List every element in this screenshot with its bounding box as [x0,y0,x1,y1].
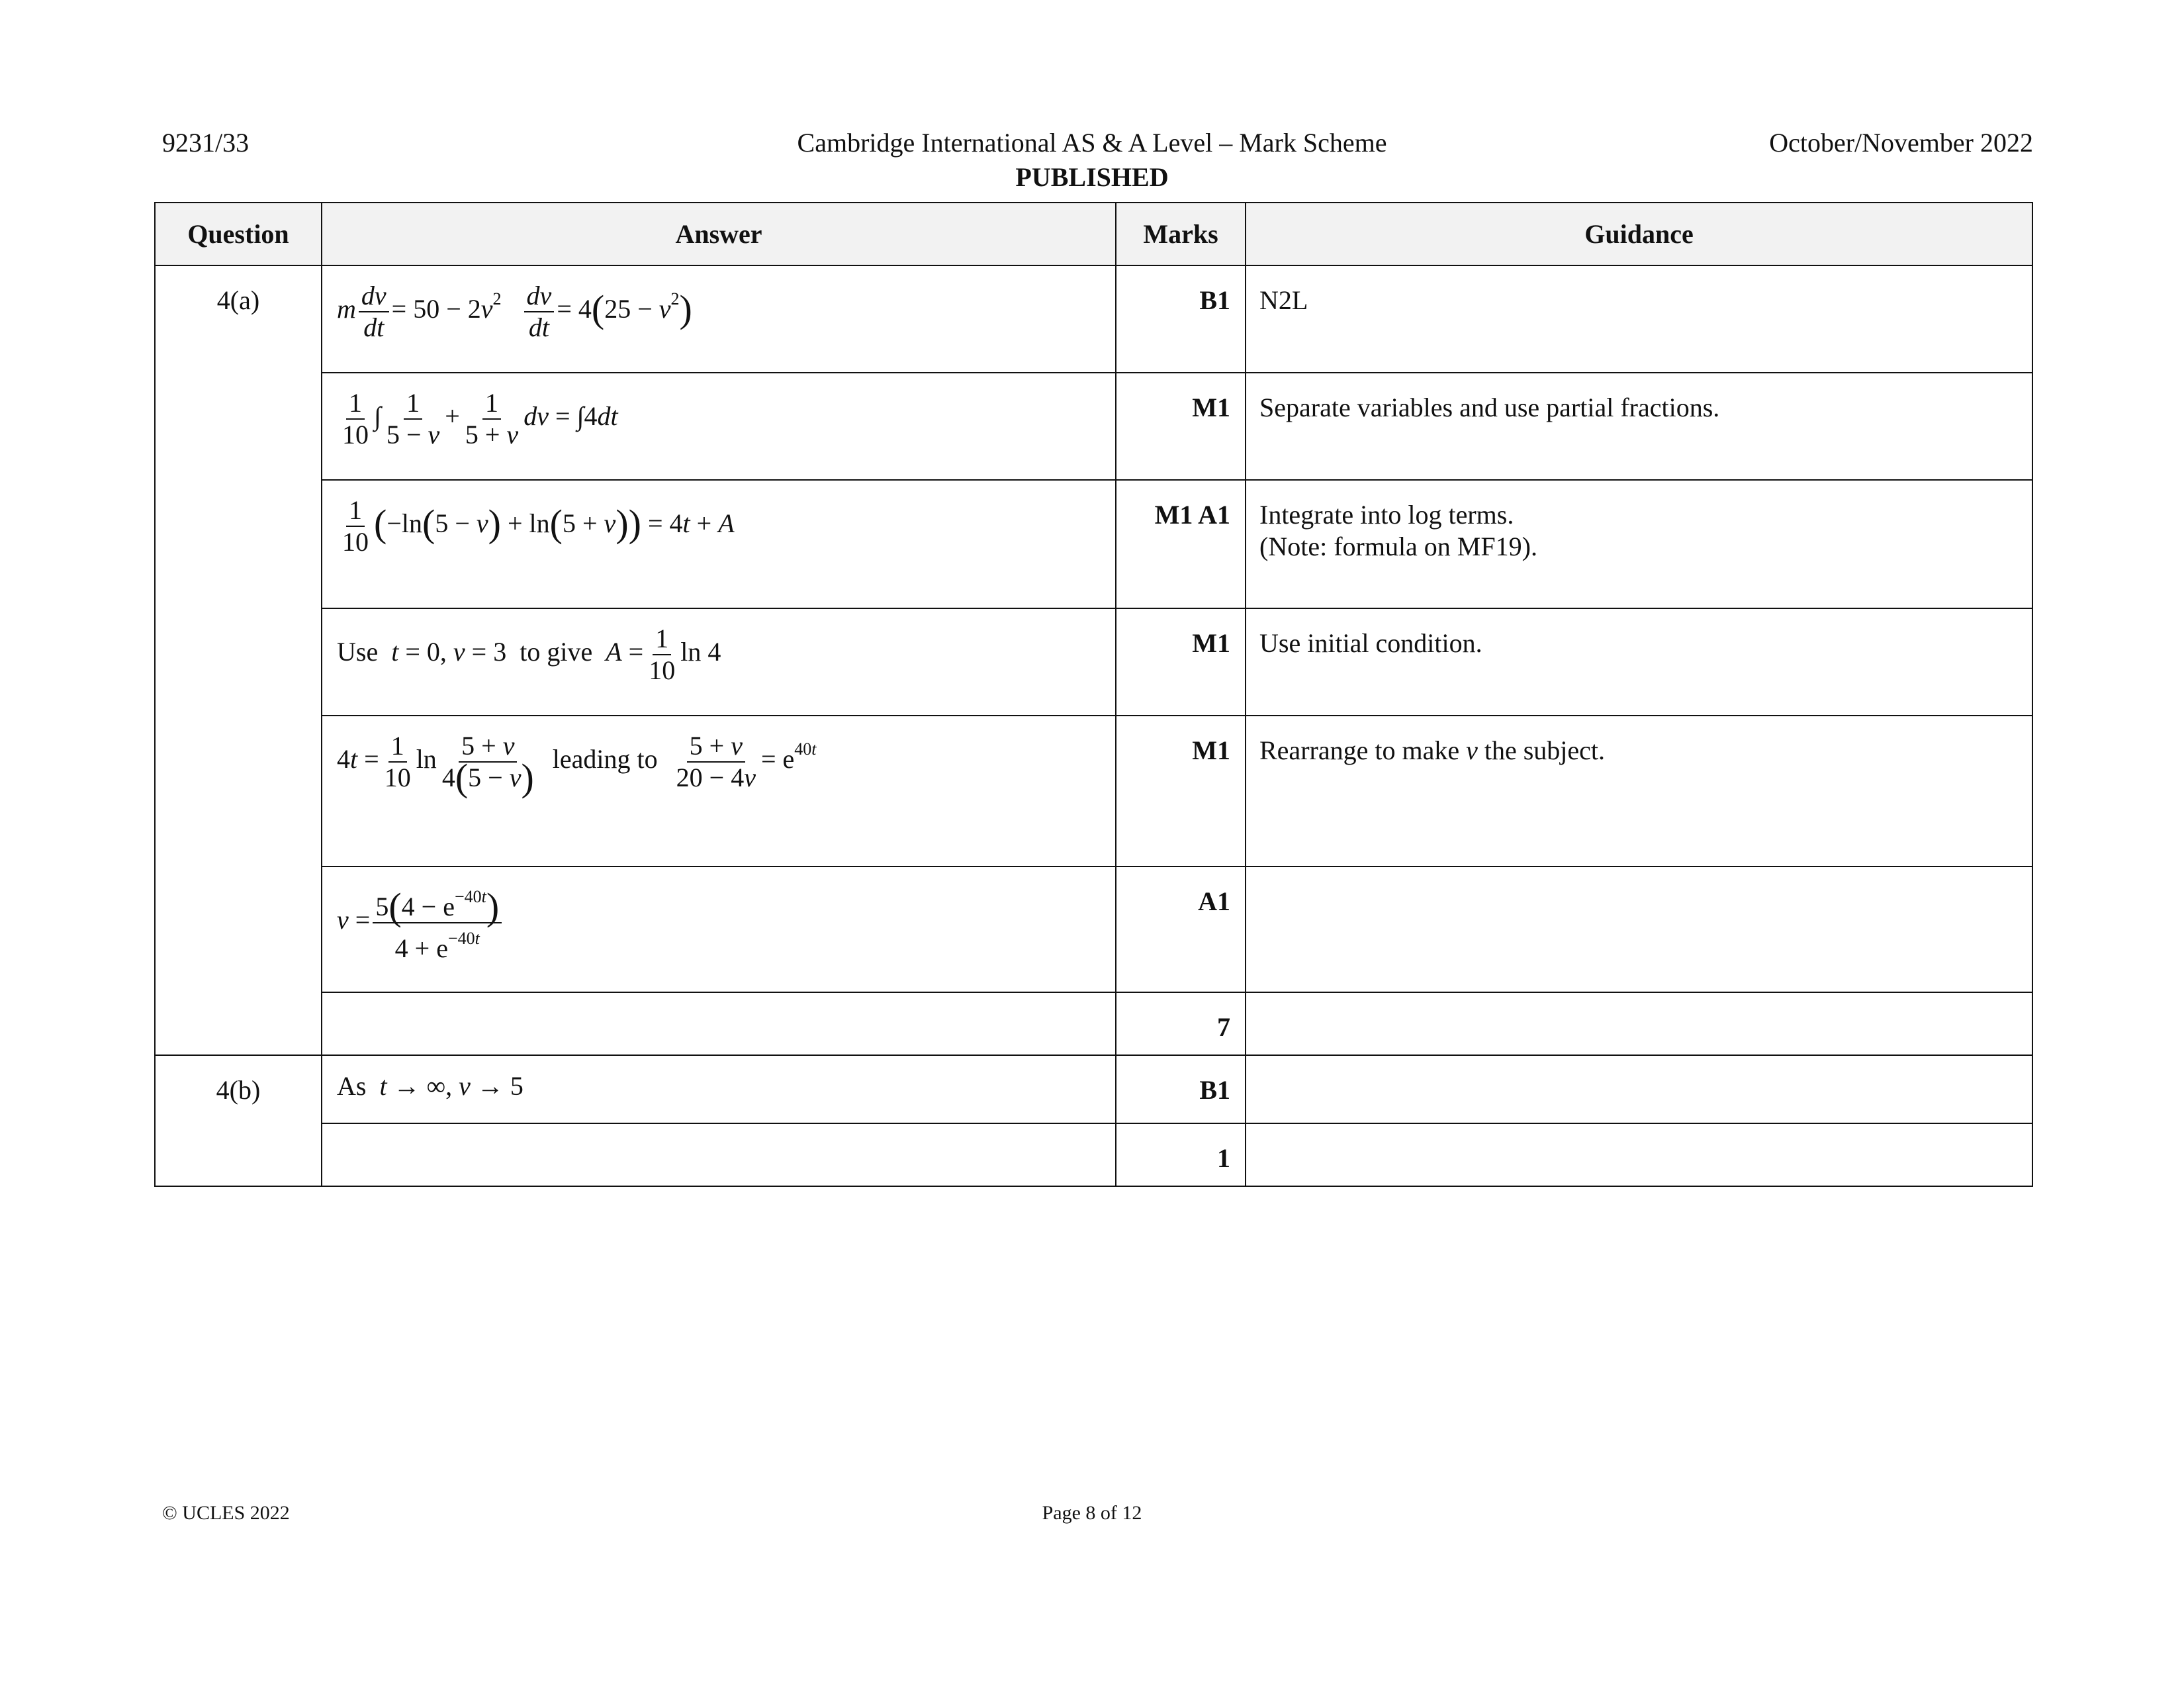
guidance-text: the subject. [1484,735,1606,765]
copyright: © UCLES 2022 [162,1502,290,1524]
answer-cell [322,480,1116,608]
table-row [155,480,2032,608]
guidance-variable: v [1466,735,1478,765]
answer-math: Use t = 0, v = 3 to give A = $\frac{1}{10}$ ln 4 [337,624,721,685]
marks-cell: M1 [1116,716,1246,867]
col-answer: Answer [322,203,1116,265]
exam-code: 9231/33 [162,128,250,158]
answer-connector: leading to [552,744,658,774]
answer-math: m $\frac{dv}{dt}$ = $50 - 2v^2$ $\frac{dv}{dt}$ = $4(25 - v^2)$ [337,281,692,342]
col-marks: Marks [1116,203,1246,265]
marks-cell: M1 A1 [1116,480,1246,608]
marks-cell: B1 [1116,1055,1246,1123]
answer-cell [322,992,1116,1055]
table-row [155,608,2032,716]
guidance-cell: N2L [1246,265,2032,373]
answer-math: As t → ∞, v → 5 [337,1071,523,1101]
question-number: 4(b) [155,1055,322,1186]
table-row [155,1123,2032,1186]
guidance-text: Rearrange to make [1259,735,1460,765]
answer-cell [322,265,1116,373]
document-title: Cambridge International AS & A Level – Mark Scheme [797,128,1387,158]
exam-session: October/November 2022 [1769,128,2033,158]
answer-prefix: Use [337,637,379,667]
answer-cell [322,716,1116,867]
answer-cell [322,867,1116,992]
question-number: 4(a) [155,265,322,1055]
guidance-cell: Use initial condition. [1246,608,2032,716]
table-row [155,265,2032,373]
mark-scheme-table [154,202,2033,1187]
marks-total: 7 [1116,992,1246,1055]
table-row [155,1055,2032,1123]
guidance-note: (Note: formula on MF19). [1259,532,1537,561]
guidance-cell [1246,716,2032,867]
answer-math: $\frac{1}{10}$ ∫ $\frac{1}{5 - v}$ + $\frac{1}{5 + v}$ dv = ∫4dt [342,388,618,449]
table-row [155,373,2032,480]
answer-cell [322,608,1116,716]
answer-math: $\frac{1}{10}$ (−ln(5 − v) + ln(5 + v)) = 4t + A [342,495,735,557]
marks-cell: M1 [1116,373,1246,480]
answer-cell [322,1123,1116,1186]
guidance-line: Integrate into log terms. [1259,500,1514,530]
guidance-cell: Separate variables and use partial fractions. [1246,373,2032,480]
marks-cell: M1 [1116,608,1246,716]
col-question: Question [155,203,322,265]
marks-cell: A1 [1116,867,1246,992]
table-row [155,992,2032,1055]
answer-prefix: As [337,1071,367,1101]
table-row [155,867,2032,992]
answer-connector: to give [520,637,593,667]
table-header-row [155,203,2032,265]
guidance-cell [1246,992,2032,1055]
answer-cell [322,1055,1116,1123]
guidance-cell [1246,1055,2032,1123]
page-number: Page 8 of 12 [1042,1502,1142,1524]
answer-math: v = $\frac{5(4 - e^{-40t})}{4 + e^{-40t}}$ [337,905,504,935]
table-row [155,716,2032,867]
guidance-cell [1246,867,2032,992]
marks-total: 1 [1116,1123,1246,1186]
answer-math: 4t = $\frac{1}{10}$ ln $\frac{5 + v}{4(5 - v)}$ leading to $\frac{5 + v}{20 - 4v}$ = $e^{40t}$ [337,731,817,799]
published-label: PUBLISHED [1015,162,1169,192]
marks-cell: B1 [1116,265,1246,373]
guidance-cell [1246,1123,2032,1186]
guidance-cell [1246,480,2032,608]
col-guidance: Guidance [1246,203,2032,265]
answer-cell [322,373,1116,480]
